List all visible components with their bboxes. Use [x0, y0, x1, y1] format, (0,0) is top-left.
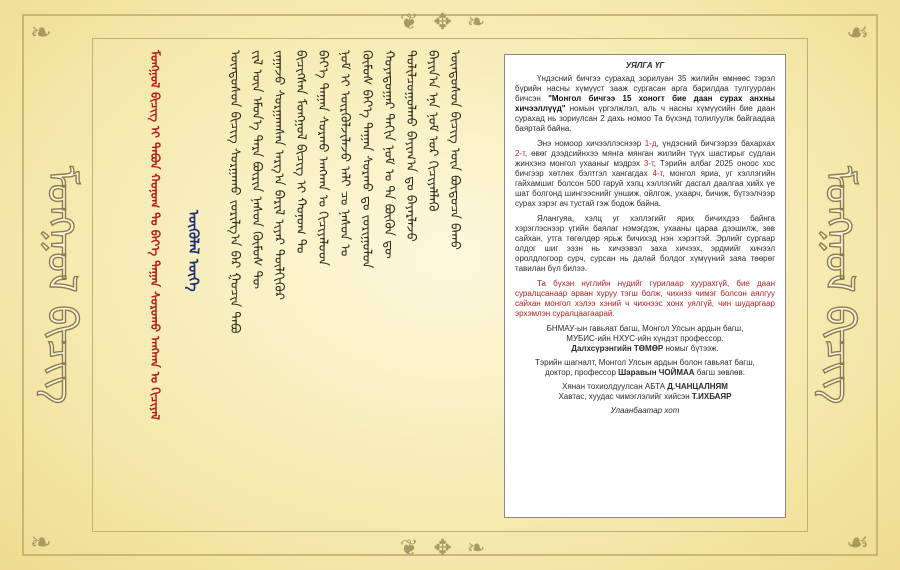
enumeration-marker: 4-т: [652, 169, 663, 178]
corner-ornament-icon: ☙: [846, 528, 870, 558]
paragraph-text: Энэ номоор хичээллэснээр: [537, 139, 645, 148]
corner-ornament-icon: ☙: [846, 18, 870, 48]
paragraph-text: , Тэрийн албаг 2025 оноос хос бичгээр хөтлөх бэлтгэл хангагдах: [515, 159, 776, 178]
mongolian-body-line: ᠦᠨᠳᠦᠰᠦᠨ ᠪᠢᠴᠢᠭ ᠰᠤᠷᠭᠠᠬᠤ ᠵᠣᠷᠢᠯᠭ᠎ᠠ ᠪᠠᠷ ᠭᠤᠴᠢᠨ ᠲᠠᠪᠤ: [227, 50, 242, 334]
mongolian-red-heading: ᠮᠣᠩᠭᠣᠯ ᠪᠢᠴᠢᠭ ᠢ ᠲᠠᠪᠤᠨ ᠬᠣᠨᠤᠭ ᠲᠤ ᠪᠡᠶ᠎ᠡ ᠳᠠᠭᠠᠨ ᠰᠤᠷᠤᠬᠤ ᠠᠩᠬᠠᠨ ᠤ ᠬᠢᠴᠢᠶᠡᠯ: [148, 50, 162, 420]
corner-ornament-icon: ❧: [30, 528, 52, 558]
signature-line: МУБИС-ийн НХУС-ийн хүндэт профессор.: [566, 334, 724, 343]
mongolian-body-line: ᠵᠠᠭᠠᠵᠤ ᠰᠤᠷᠭᠠᠭᠰᠠᠨ ᠠᠷᠭ᠎ᠠ ᠪᠠᠷᠢᠯ ᠢᠶᠠᠷ ᠲᠦᠯᠬᠢᠭᠦᠷ: [271, 50, 286, 301]
enumeration-marker: 3-т: [643, 159, 654, 168]
signature-line: номыг бүтээж.: [663, 344, 719, 353]
mongolian-body-line: ᠬᠣᠶᠠᠳᠤᠭᠠᠷ ᠳᠠᠬᠢᠨ ᠨᠣᠮ ᠣ ᠲᠠ ᠪᠦᠬᠦᠨ ᠳᠦ: [381, 50, 396, 259]
corner-ornament-icon: ❧: [30, 18, 52, 48]
side-title-left: ᠮᠣᠩᠭᠣᠯ ᠪᠢᠴᠢᠭ: [38, 165, 84, 405]
enumeration-marker: 1-д: [644, 139, 657, 148]
paragraph-text: , өвөг дээдсийнхээ мянга мянган жилийн түүх шастирыг судлан жинхэнэ монгол ухааныг мэдрэх: [515, 149, 775, 168]
signature-editors: [515, 382, 775, 402]
preface-title: УЯЛГА ҮГ: [625, 61, 665, 70]
editor-name: Д.ЧАНЦАЛНЯМ: [667, 382, 728, 391]
right-title-band: [808, 30, 870, 540]
paragraph-text: , үндэсний бичгээрээ бахархах: [656, 139, 775, 148]
mongolian-body-line: ᠨᠣᠮ ᠢ ᠦᠷᠭᠦᠯᠵᠢᠯᠡᠵᠦ ᠠᠯᠢ ᠴᠤ ᠨᠠᠰᠤᠨ ᠤ: [337, 50, 352, 257]
signature-line: доктор, профессор: [545, 368, 619, 377]
designer-name: Т.ИХБАЯР: [691, 392, 732, 401]
side-title-right: ᠮᠣᠩᠭᠣᠯ ᠪᠢᠴᠢᠭ: [816, 165, 862, 405]
signature-line: БНМАУ-ын гавьяат багш, Монгол Улсын ардын багш,: [546, 324, 744, 333]
preface-paragraph-3: Ялангуяа, хэлц уг хэллэгийг ярих бичихдээ байнга хэрэглэснээр үгийн баялаг нэмэгдэж, ухааны цараа дээшилж, зөв сайхан, утга төгөлдөр ярьж бичихэд нэн хэрэгтэй. Эрлийг сургаар олдог шиг ээзн нь хичээвэл заха хичээх, эрдмийг хичээл оролдлогоор сурч, сурсан нь далай болдог хүмүүний заяа төөрөг тавилан бүл билээ.: [515, 214, 775, 273]
preface-paragraph-1: [515, 74, 775, 134]
mongolian-body-line: ᠪᠡᠶ᠎ᠡ ᠳᠠᠭᠠᠨ ᠰᠤᠷᠬᠤ ᠠᠩᠬᠠᠨ ᠤ ᠬᠢᠴᠢᠶᠡᠯᠦᠳ: [315, 50, 330, 266]
signature-line: багш зөвлөв.: [694, 368, 745, 377]
preface-paragraph-4: Та бүхэн нүглийн нүдийг гүрилаар хуурахгүй, бие даан суралцсанаар арван хуруу тэгш болж, чихнээ чимэг болсон аялгуу сайхан монгол хэлээ хэний ч чихнээс хонх уялгүй, чин шударгаар эрхэмлэн суралцаагаарай.: [515, 279, 775, 318]
author-name: Далхсүрэнгийн ТӨМӨР: [571, 344, 664, 353]
preface-text-box: [504, 54, 786, 518]
paragraph-text: номын үргэлжлэл, аль ч насны хүмүүсийн бие даан сурахад нь зориулсан 2 дахь номоо Та бүхэнд толилуулж байгаадаа баяртай байна.: [515, 104, 775, 133]
top-ornament-icon: ❦ ✥ ❧: [400, 10, 490, 35]
left-title-band: [30, 30, 92, 540]
mongolian-body-line: ᠬᠦᠮᠦᠰ ᠪᠡᠶ᠎ᠡ ᠳᠠᠭᠠᠨ ᠰᠤᠷᠬᠤ ᠳᠤ ᠵᠣᠷᠢᠭᠤᠯᠤᠨ: [359, 50, 374, 269]
mongolian-body-line: ᠦᠨᠳᠦᠰᠦᠨ ᠪᠢᠴᠢᠭ ᠦᠨ ᠪᠦᠲᠦᠴᠡ ᠪᠠᠬᠤ: [447, 50, 462, 250]
mongolian-blue-heading: ᠥᠭᠦᠯᠡᠯ ᠦᠭᠡ: [185, 210, 201, 292]
mongolian-script-area: [118, 50, 490, 520]
signature-line: Тэрийн шагналт, Монгол Улсын ардын болон гавьяат багш,: [535, 358, 755, 367]
mongolian-body-line: ᠪᠠᠶᠢᠨ᠎ᠠ ᠡᠨᠡ ᠨᠣᠮ ᠣᠷ ᠬᠢᠴᠢᠶᠡᠯᠯᠡᠬᠦ: [425, 50, 440, 212]
signature-line: Хянан тохиолдуулсан АБТА: [562, 382, 668, 391]
bottom-ornament-icon: ❦ ✥ ❧: [400, 536, 490, 561]
preface-paragraph-2: [515, 139, 775, 209]
mongolian-body-line: ᠵᠢᠯ ᠦᠨ ᠡᠮᠦᠨ᠎ᠡ ᠲᠡᠷᠡ ᠪᠦᠷᠢᠨ ᠨᠠᠰᠤᠨ ᠬᠦᠮᠦᠰ ᠲᠦ: [249, 50, 264, 289]
mongolian-body-line: ᠪᠢᠴᠢᠭᠰᠡᠨ ᠮᠣᠩᠭᠣᠯ ᠪᠢᠴᠢᠭ ᠢ ᠬᠣᠨᠤᠭ ᠲᠤ: [293, 50, 308, 254]
advisor-name: Шаравын ЧОЙМАА: [618, 368, 695, 377]
paragraph-text: , монгол яриа, уг хэллэгийн гайхамшиг болсон 500 гаруй хэлц хэллэгийг дасгал даалгаа хийх үе шат болгонд шингээснийг уншиж, ойлгож, ухаарч, бичиж, бүтээлчээр сурах зэрэг ач тустай гэж бодож байна.: [515, 169, 775, 208]
book-title: "Монгол бичгээ 15 хоногт бие даан сурах анхны хичээллүүд": [515, 94, 775, 113]
paragraph-text: Үндэсний бичгээ сурахад зорилуан 35 жилийн өмнөөс тэрэл бүрийн насны хүмүүст зааж сургасан арга барилдаа тулгуурлан бичсэн: [515, 74, 775, 103]
enumeration-marker: 2-т: [515, 149, 525, 158]
mongolian-body-line: ᠲᠣᠯᠢᠯᠴᠤᠭᠤᠯᠬᠤ ᠪᠠᠶᠢᠭ᠎ᠠ ᠳᠤ ᠪᠠᠶᠠᠷᠯᠠᠵᠤ: [403, 50, 418, 242]
signature-advisor: [515, 358, 775, 378]
signature-line: Хавтас, хуудас чимэглэлийг хийсэн: [558, 392, 692, 401]
signature-author: [515, 324, 775, 354]
city-line: Улаанбаатар хот: [610, 406, 680, 415]
